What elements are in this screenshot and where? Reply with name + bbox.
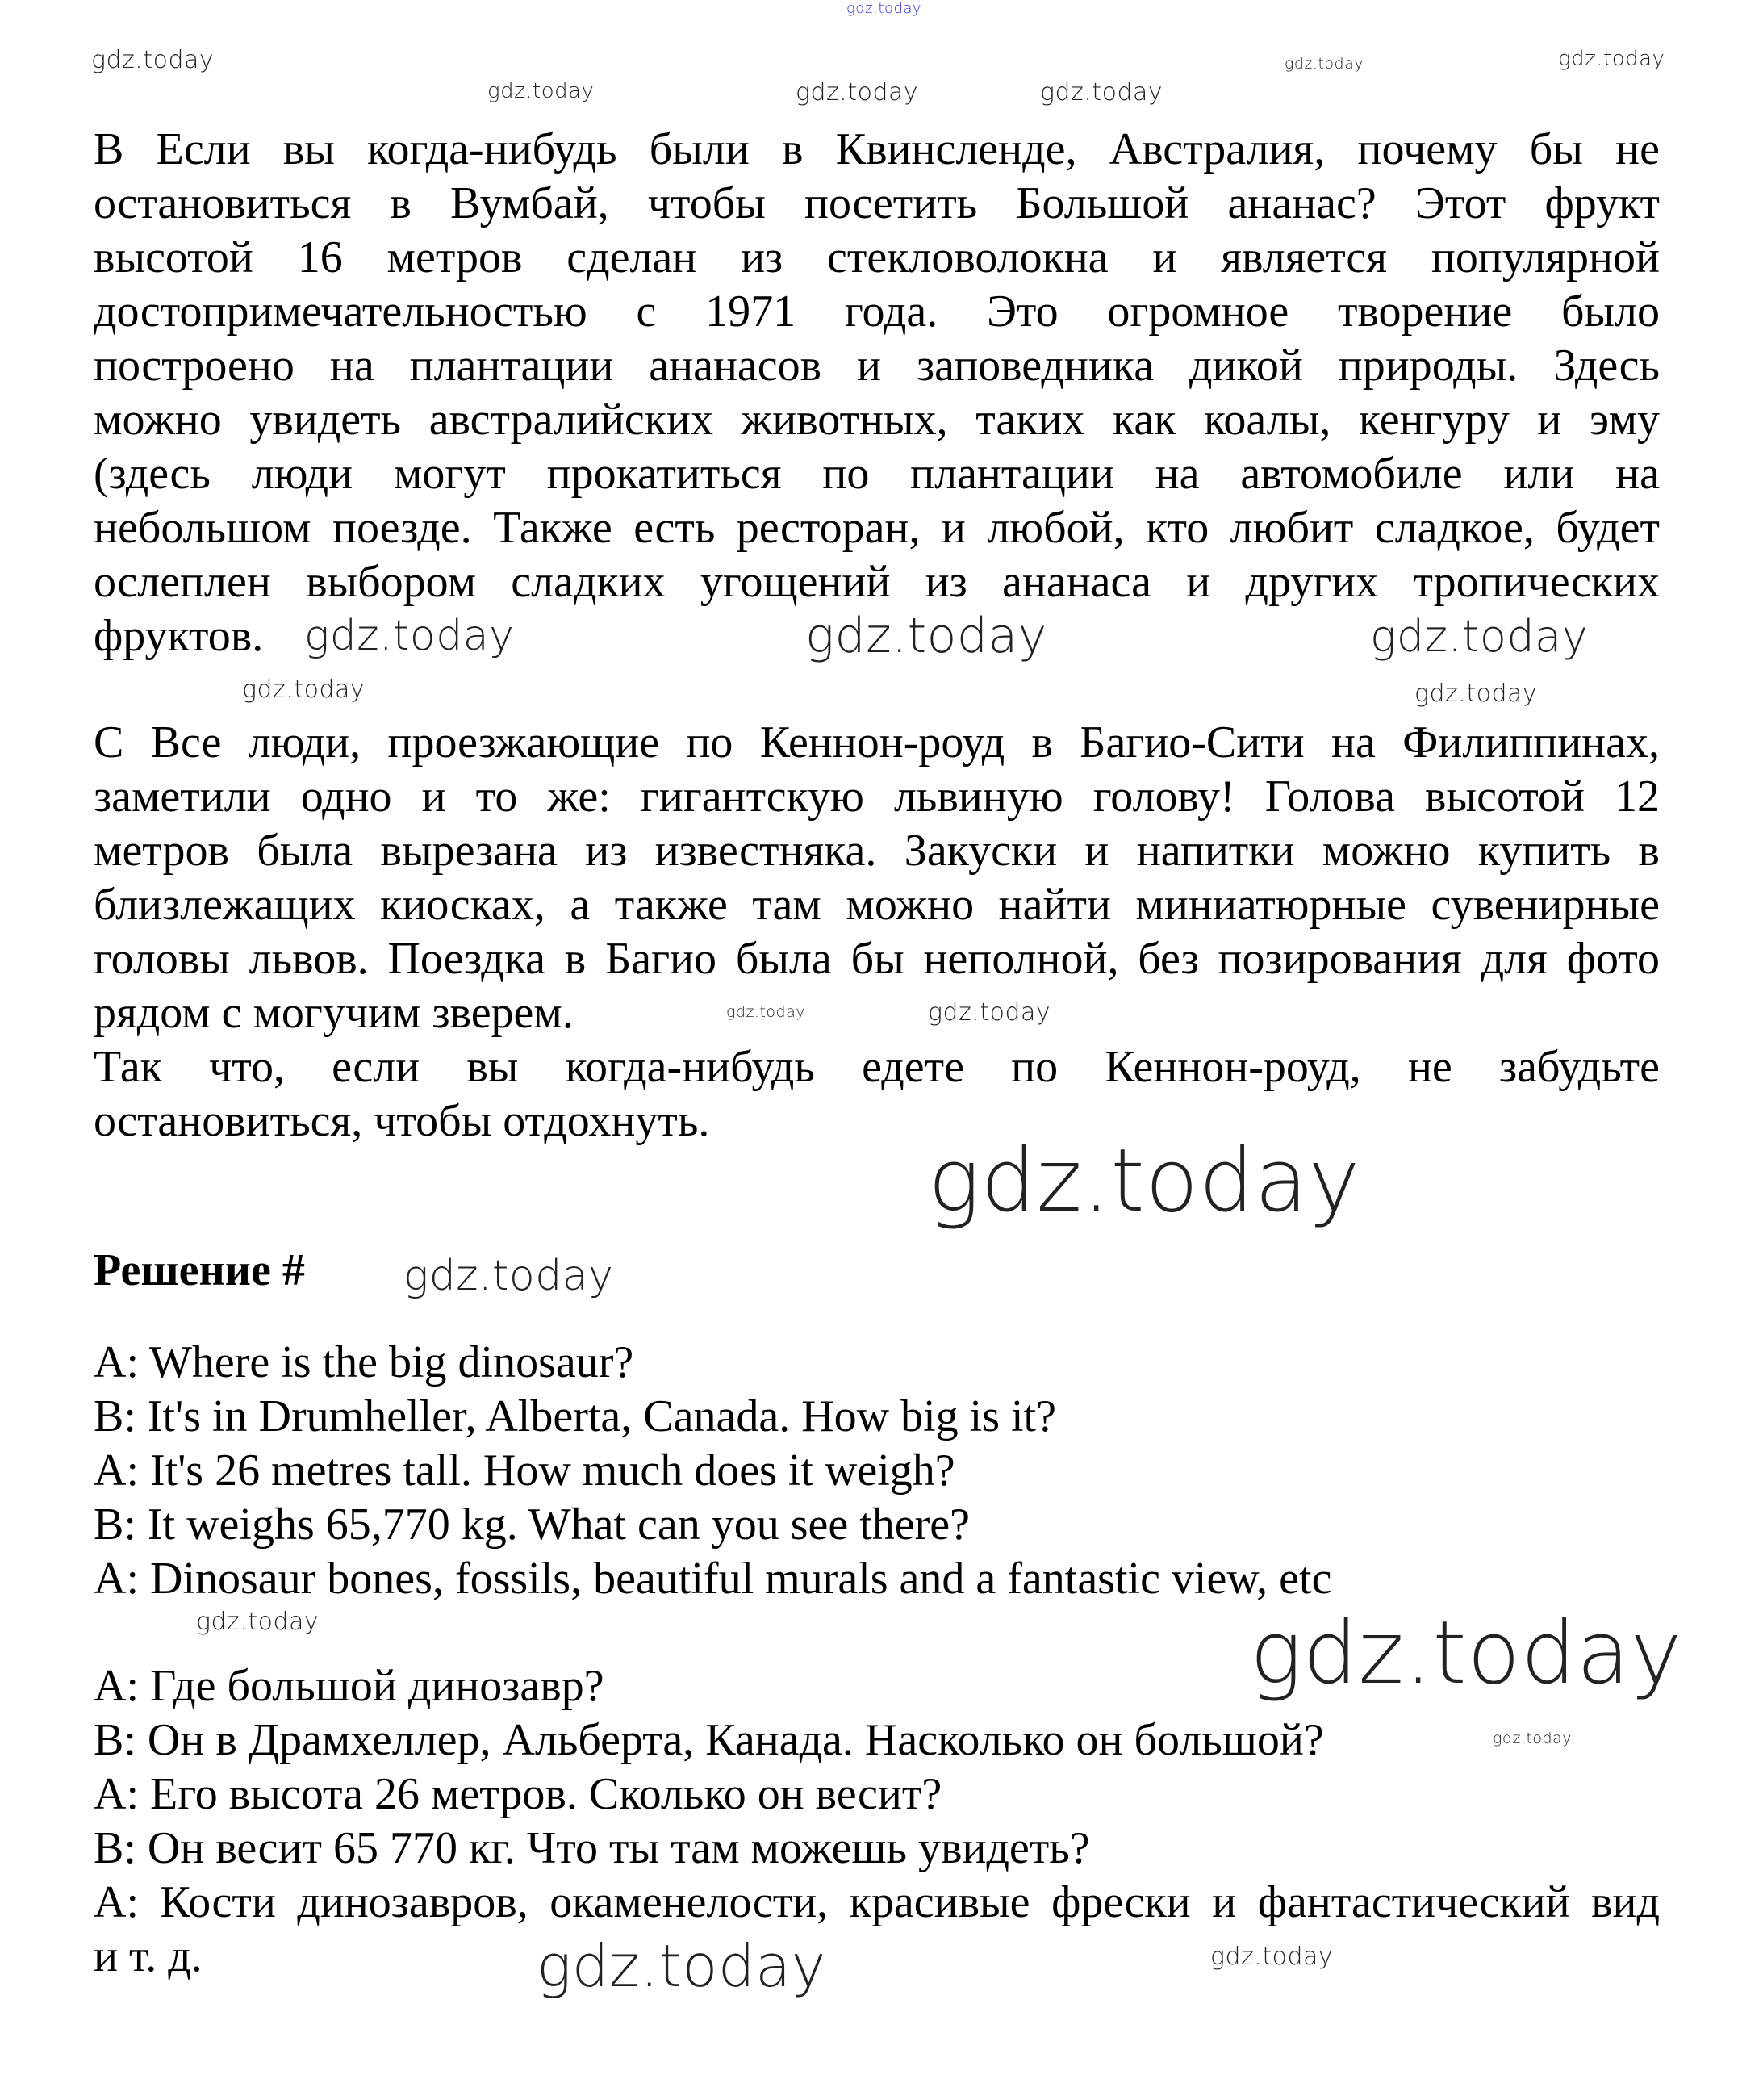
text-line: (здесь люди могут прокатиться по плантации на автомобиле или на	[94, 449, 1660, 499]
watermark: gdz.today	[1210, 1943, 1334, 1971]
text-line: остановиться в Вумбай, чтобы посетить Большой ананас? Этот фрукт	[94, 178, 1660, 228]
solution-section	[94, 1244, 1660, 1298]
text-line: построено на плантации ананасов и заповедника дикой природы. Здесь	[94, 341, 1660, 391]
watermark: gdz.today	[928, 1131, 1360, 1232]
dialogue-line: B: It's in Drumheller, Alberta, Canada. How big is it?	[94, 1391, 1056, 1441]
dialogue-line: и т. д.	[94, 1931, 203, 1981]
dialogue-line: A: Where is the big dinosaur?	[94, 1337, 634, 1387]
text-line: В Если вы когда-нибудь были в Квинсленде, Австралия, почему бы не	[94, 124, 1660, 174]
watermark: gdz.today	[196, 1608, 320, 1636]
text-line: Так что, если вы когда-нибудь едете по Кеннон-роуд, не забудьте	[94, 1042, 1660, 1092]
text-line: достопримечательностью с 1971 года. Это огромное творение было	[94, 287, 1660, 337]
text-line: фруктов.	[94, 611, 264, 661]
dialogue-line: B: Он весит 65 770 кг. Что ты там можешь увидеть?	[94, 1823, 1090, 1873]
watermark: gdz.today	[91, 46, 215, 74]
watermark: gdz.today	[1370, 611, 1589, 662]
text-line: можно увидеть австралийских животных, таких как коалы, кенгуру и эму	[94, 395, 1660, 445]
dialogue-line: A: Кости динозавров, окаменелости, красивые фрески и фантастический вид	[94, 1877, 1660, 1927]
dialogue-english	[94, 1336, 1660, 1606]
text-line: высотой 16 метров сделан из стекловолокна и является популярной	[94, 232, 1660, 282]
watermark: gdz.today	[1414, 680, 1538, 708]
text-line: головы львов. Поездка в Багио была бы неполной, без позирования для фото	[94, 934, 1660, 984]
text-line: метров была вырезана из известняка. Закуски и напитки можно купить в	[94, 826, 1660, 876]
watermark: gdz.today	[1040, 78, 1163, 107]
watermark: gdz.today	[1250, 1603, 1682, 1704]
watermark: gdz.today	[796, 78, 919, 107]
watermark: gdz.today	[846, 0, 922, 17]
watermark: gdz.today	[928, 998, 1051, 1027]
paragraph-b	[94, 123, 1660, 663]
dialogue-line: A: Его высота 26 метров. Сколько он весит?	[94, 1769, 942, 1819]
dialogue-line: B: Он в Драмхеллер, Альберта, Канада. Насколько он большой?	[94, 1715, 1324, 1765]
text-line: остановиться, чтобы отдохнуть.	[94, 1096, 710, 1146]
dialogue-russian	[94, 1659, 1660, 1984]
text-line: заметили одно и то же: гигантскую львиную голову! Голова высотой 12	[94, 772, 1660, 822]
watermark: gdz.today	[487, 79, 595, 103]
text-line: рядом с могучим зверем.	[94, 988, 574, 1038]
watermark: gdz.today	[304, 612, 515, 660]
solution-heading: Решение #	[94, 1245, 305, 1295]
text-line: ослеплен выбором сладких угощений из ананаса и других тропических	[94, 557, 1660, 607]
dialogue-line: A: Где большой динозавр?	[94, 1661, 604, 1711]
text-line: небольшом поезде. Также есть ресторан, и любой, кто любит сладкое, будет	[94, 503, 1660, 553]
watermark: gdz.today	[537, 1932, 826, 2000]
watermark: gdz.today	[1493, 1730, 1572, 1747]
watermark: gdz.today	[403, 1252, 614, 1300]
text-line: С Все люди, проезжающие по Кеннон-роуд в Багио-Сити на Филиппинах,	[94, 717, 1660, 768]
text-line: близлежащих киосках, а также там можно найти миниатюрные сувенирные	[94, 880, 1660, 930]
paragraph-c	[94, 716, 1660, 1148]
dialogue-line: B: It weighs 65,770 kg. What can you see there?	[94, 1500, 971, 1550]
watermark: gdz.today	[1558, 47, 1665, 71]
watermark: gdz.today	[1285, 55, 1364, 73]
watermark: gdz.today	[242, 676, 366, 704]
watermark: gdz.today	[726, 1003, 805, 1021]
dialogue-line: A: It's 26 metres tall. How much does it weigh?	[94, 1445, 955, 1496]
dialogue-line: A: Dinosaur bones, fossils, beautiful murals and a fantastic view, etc	[94, 1554, 1332, 1604]
watermark: gdz.today	[805, 608, 1047, 664]
